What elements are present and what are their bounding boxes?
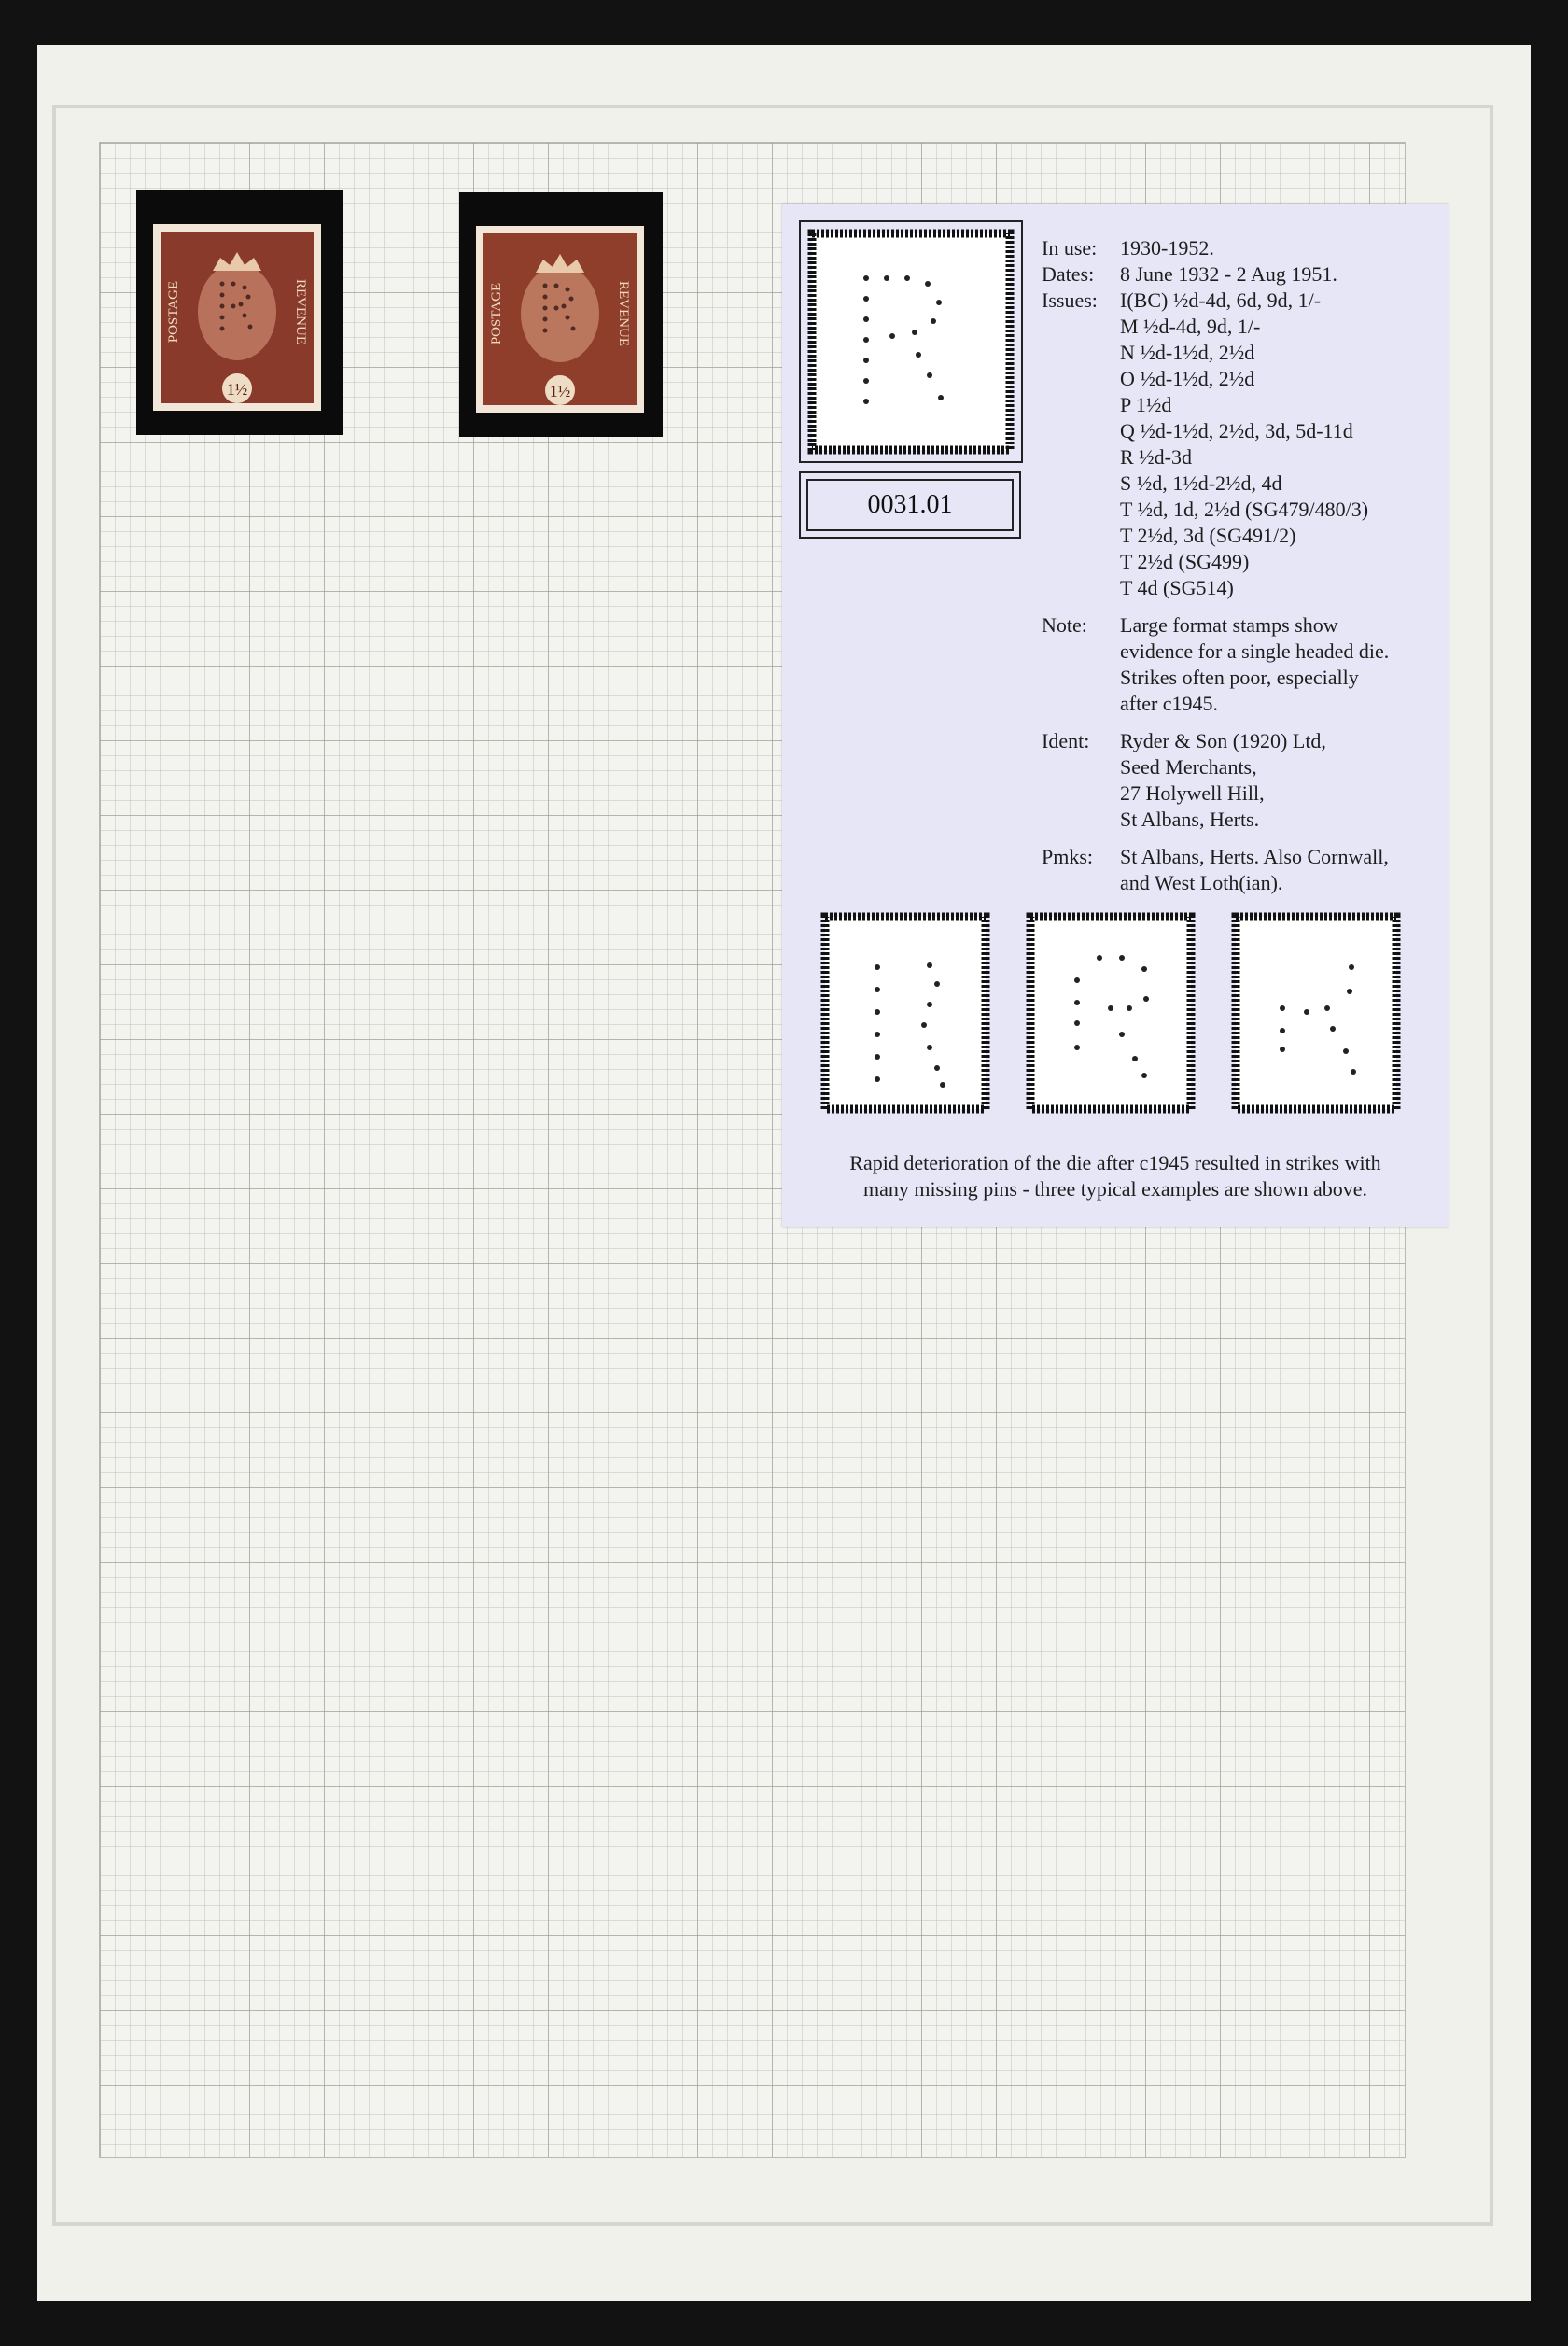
stamp-1-postage: POSTAGE [166,280,181,344]
pmks-line-1: St Albans, Herts. Also Cornwall, [1120,845,1389,868]
perfin-main-diagram [799,220,1023,463]
stamp-2 [459,192,663,437]
issues-line-4: O ½d-1½d, 2½d [1120,367,1255,390]
issues-line-12: T 4d (SG514) [1120,576,1234,599]
issues-line-6: Q ½d-1½d, 2½d, 3d, 5d-11d [1120,419,1353,443]
stamp-2-revenue: REVENUE [616,281,631,346]
strike-example-3 [1230,911,1402,1115]
stamp-1 [136,190,343,435]
catalogue-number-box [799,471,1021,539]
dates-label: Dates: [1042,262,1095,286]
issues-line-11: T 2½d (SG499) [1120,550,1250,573]
issues-line-7: R ½d-3d [1120,445,1192,469]
stamp-2-postage: POSTAGE [489,282,504,345]
issues-line-5: P 1½d [1120,393,1172,416]
ident-line-2: Seed Merchants, [1120,755,1257,779]
stamp-mount-1 [136,190,343,435]
ident-line-4: St Albans, Herts. [1120,808,1260,831]
pmks-line-2: and West Loth(ian). [1120,871,1283,894]
note-line-1: Large format stamps show [1120,613,1338,637]
stamp-mount-2 [459,192,663,437]
note-line-3: Strikes often poor, especially [1120,666,1359,689]
note-line-4: after c1945. [1120,692,1219,715]
issues-line-10: T 2½d, 3d (SG491/2) [1120,524,1296,547]
issues-line-9: T ½d, 1d, 2½d (SG479/480/3) [1120,498,1369,521]
issues-line-2: M ½d-4d, 9d, 1/- [1120,315,1261,338]
stamp-1-revenue: REVENUE [293,279,308,344]
issues-label: Issues: [1042,288,1098,312]
caption-line-2: many missing pins - three typical examples are shown above. [862,1177,1368,1201]
pmks-label: Pmks: [1042,845,1094,868]
dates-value: 8 June 1932 - 2 Aug 1951. [1120,262,1337,286]
note-label: Note: [1042,613,1087,637]
strike-example-1 [819,911,991,1115]
issues-line-3: N ½d-1½d, 2½d [1120,341,1255,364]
stamp-1-value: 1½ [226,380,248,399]
ident-line-3: 27 Holywell Hill, [1120,781,1265,805]
stamp-2-value: 1½ [549,382,571,400]
ident-label: Ident: [1042,729,1090,752]
issues-line-1: I(BC) ½d-4d, 6d, 9d, 1/- [1120,288,1322,312]
in-use-value: 1930-1952. [1120,236,1214,260]
catalogue-number: 0031.01 [806,479,1014,531]
in-use-label: In use: [1042,236,1098,260]
caption-line-1: Rapid deterioration of the die after c1945 resulted in strikes with [849,1151,1381,1174]
strike-example-2 [1025,911,1197,1115]
issues-line-8: S ½d, 1½d-2½d, 4d [1120,471,1282,495]
perfin-info-card [782,204,1449,1227]
note-line-2: evidence for a single headed die. [1120,639,1390,663]
ident-line-1: Ryder & Son (1920) Ltd, [1120,729,1326,752]
